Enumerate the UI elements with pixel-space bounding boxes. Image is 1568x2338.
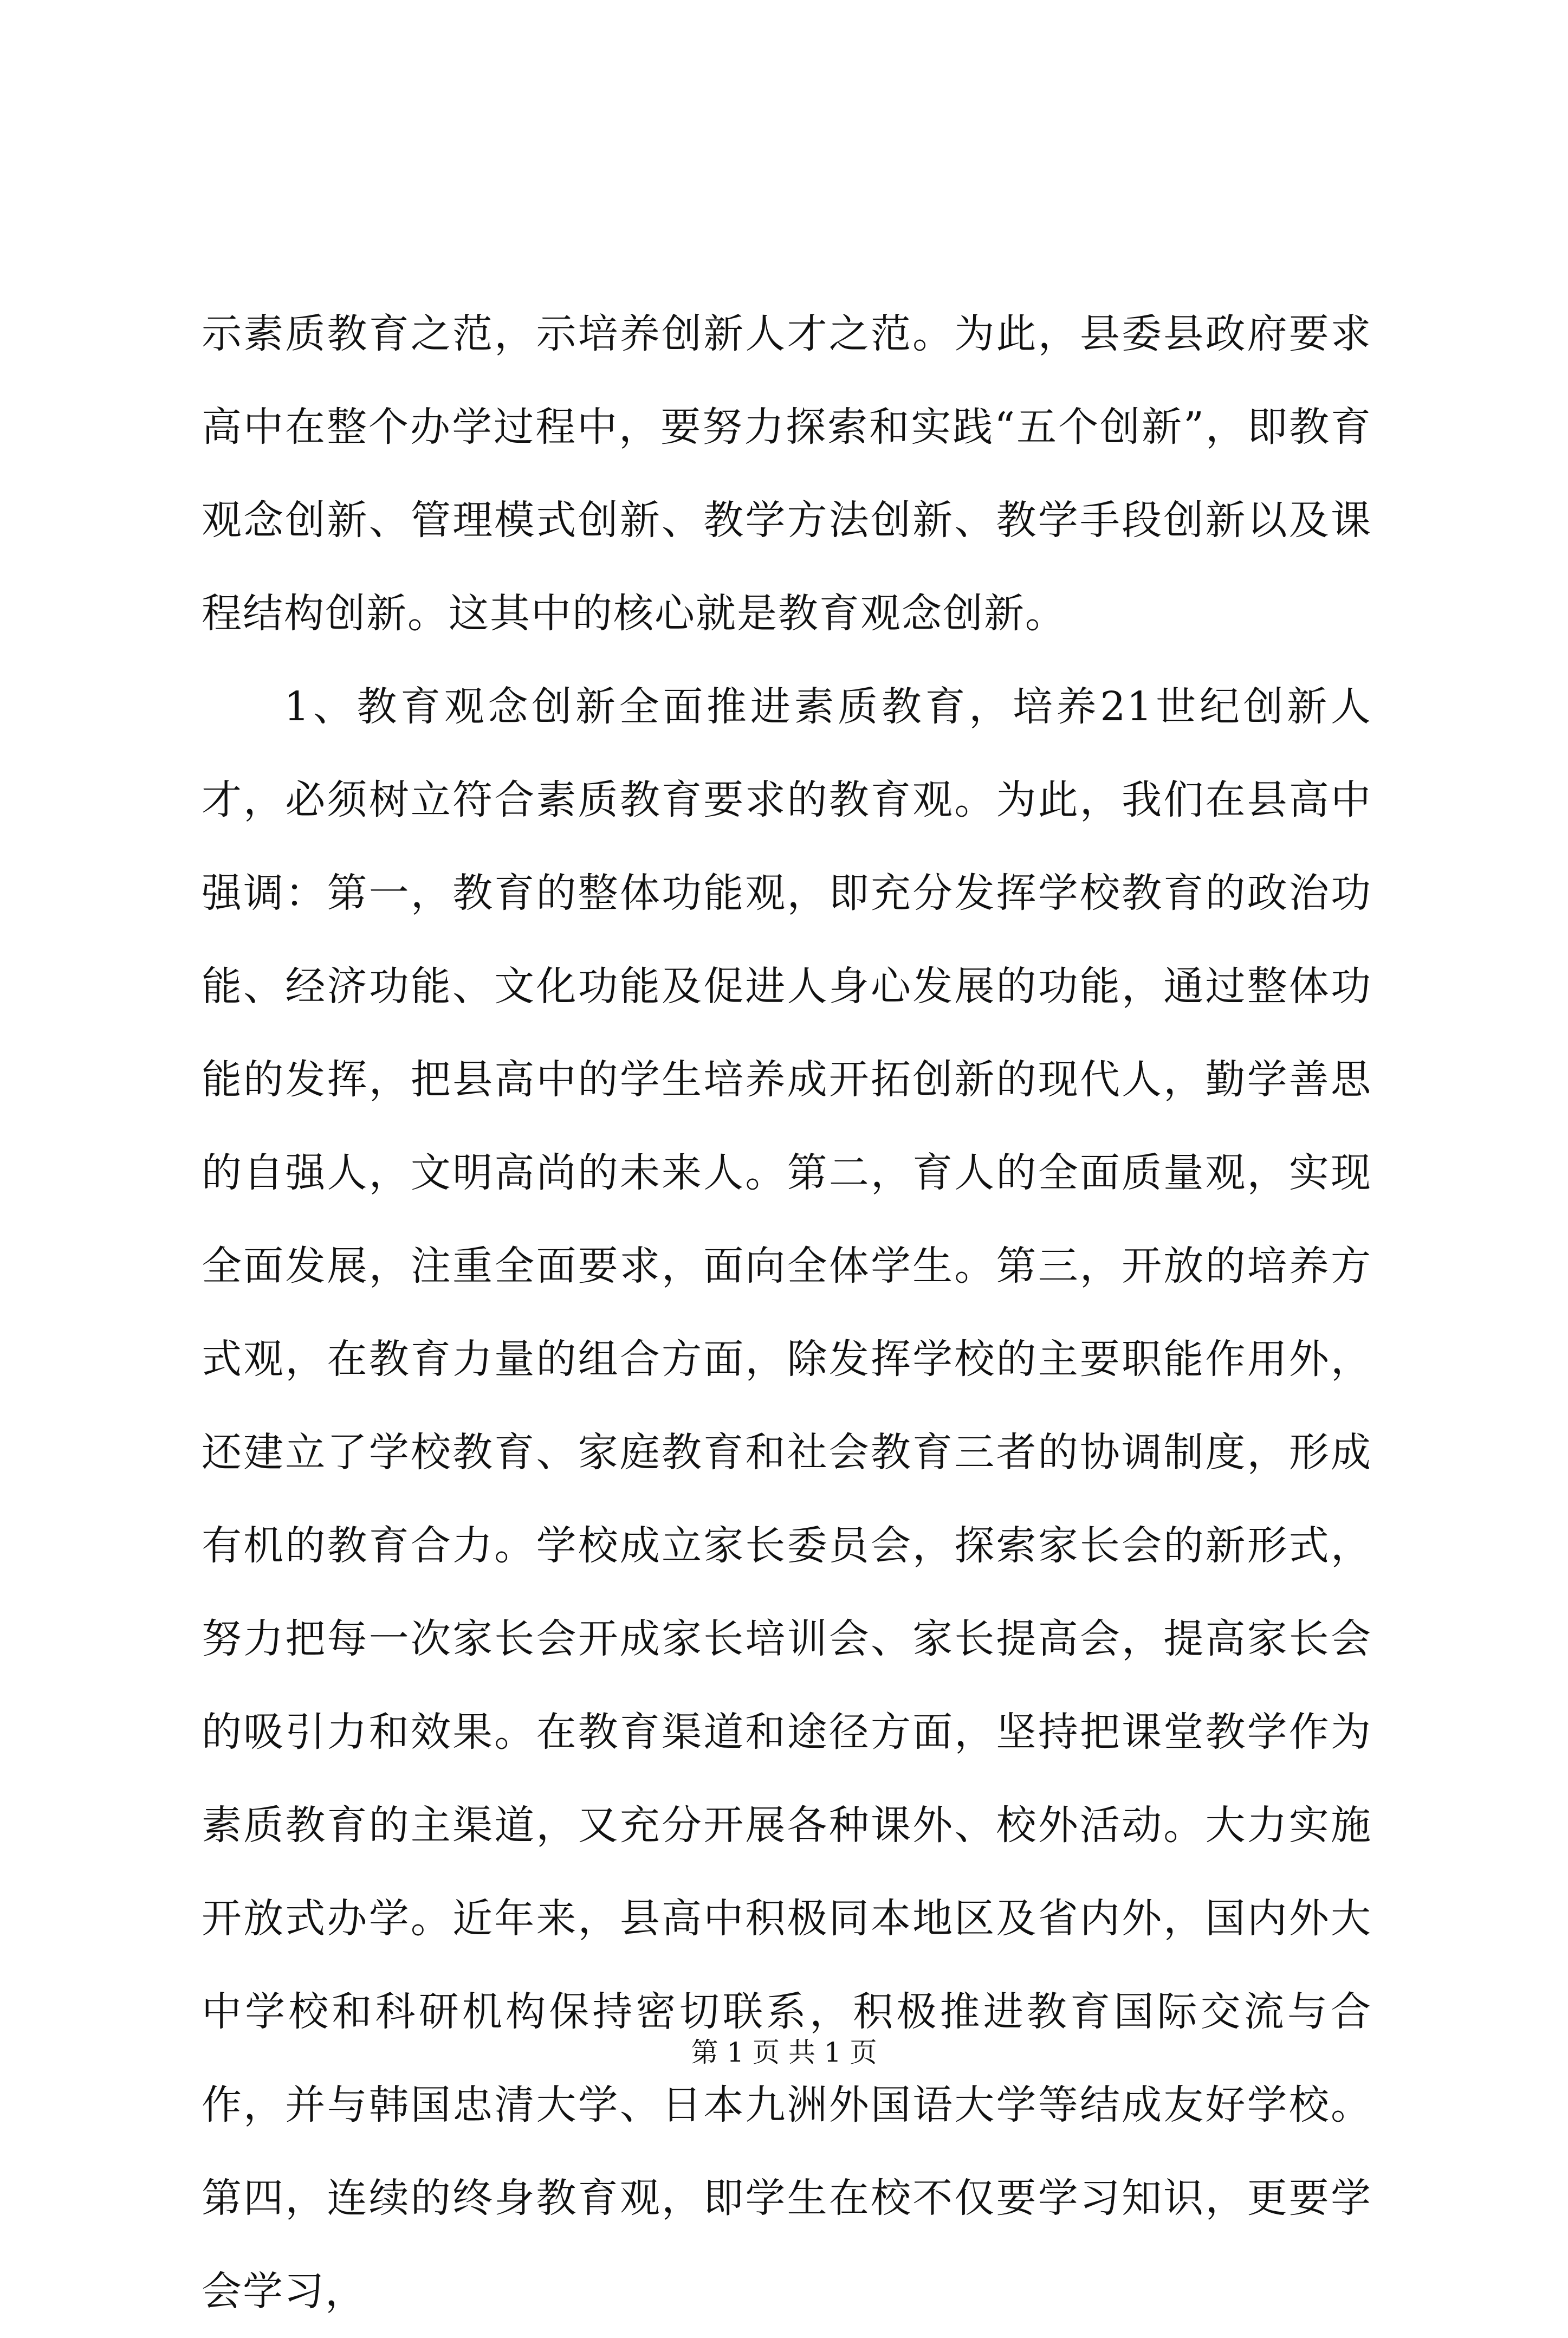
paragraph-2: 1、教育观念创新全面推进素质教育，培养21世纪创新人才，必须树立符合素质教育要求的教育观。为此，我们在县高中强调：第一，教育的整体功能观，即充分发挥学校教育的政治功能、经济功能、文化功能及促进人身心发展的功能，通过整体功能的发挥，把县高中的学生培养成开拓创新的现代人，勤学善思的自强人，文明高尚的未来人。第二，育人的全面质量观，实现全面发展，注重全面要求，面向全体学生。第三，开放的培养方式观，在教育力量的组合方面，除发挥学校的主要职能作用外，还建立了学校教育、家庭教育和社会教育三者的协调制度，形成有机的教育合力。学校成立家长委员会，探索家长会的新形式，努力把每一次家长会开成家长培训会、家长提高会，提高家长会的吸引力和效果。在教育渠道和途径方面，坚持把课堂教学作为素质教育的主渠道，又充分开展各种课外、校外活动。大力实施开放式办学。近年来，县高中积极同本地区及省内外，国内外大中学校和科研机构保持密切联系，积极推进教育国际交流与合作，并与韩国忠清大学、日本九洲外国语大学等结成友好学校。第四，连续的终身教育观，即学生在校不仅要学习知识，更要学会学习，	[202, 683, 1372, 2315]
document-body	[202, 287, 1372, 2338]
paragraph-1: 示素质教育之范，示培养创新人才之范。为此，县委县政府要求高中在整个办学过程中，要努力探索和实践“五个创新”，即教育观念创新、管理模式创新、教学方法创新、教学手段创新以及课程结构创新。这其中的核心就是教育观念创新。	[202, 311, 1372, 637]
page-footer: 第 1 页 共 1 页	[691, 2037, 877, 2068]
